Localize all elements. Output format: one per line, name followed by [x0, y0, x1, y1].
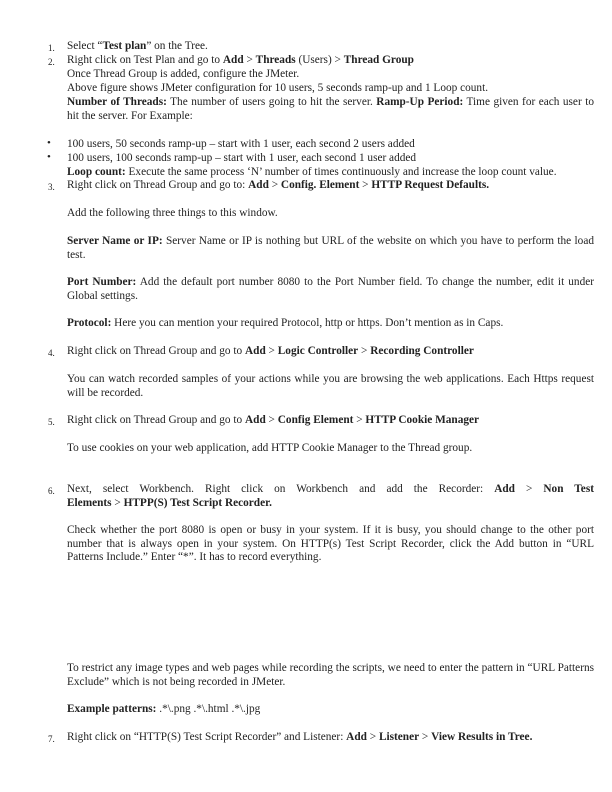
step-6-body: Check whether the port 8080 is open or busy in your system. If it is busy, you should change to the other port number that is always open in your system. On HTTP(s) Test Script Recorder, click the Add button in “URL Patterns Include.” Enter “*”. It has to record everything.: [67, 524, 594, 563]
bullet-item: 100 users, 100 seconds ramp-up – start with 1 user, each second 1 user added: [67, 152, 417, 164]
bullet-item: 100 users, 50 seconds ramp-up – start with 1 user, each second 2 users added: [67, 138, 415, 150]
step-3-intro: Add the following three things to this window.: [67, 207, 278, 219]
step-4-heading: Right click on Thread Group and go to Add > Logic Controller > Recording Controller: [67, 345, 474, 357]
step-2-heading: Right click on Test Plan and go to Add > Threads (Users) > Thread Group: [67, 54, 414, 66]
step-3-heading: Right click on Thread Group and go to: Add > Config. Element > HTTP Request Defaults.: [67, 179, 490, 191]
bullet-icon: •: [47, 151, 51, 163]
step-number: 4.: [48, 348, 55, 358]
step-4-body: You can watch recorded samples of your actions while you are browsing the web applications. Each Https request will be recorded.: [67, 373, 594, 399]
port-number-paragraph: Port Number: Add the default port number 8080 to the Port Number field. To change the number, edit it under Global settings.: [67, 276, 594, 302]
step-6-heading: Next, select Workbench. Right click on Workbench and add the Recorder: Add > Non Test Elements > HTPP(S) Test Script Recorder.: [67, 483, 594, 509]
step-number: 2.: [48, 57, 55, 67]
bullet-icon: •: [47, 137, 51, 149]
step-number: 1.: [48, 43, 55, 53]
step-5-heading: Right click on Thread Group and go to Add > Config Element > HTTP Cookie Manager: [67, 414, 480, 426]
example-patterns: Example patterns: .*\.png .*\.html .*\.jpg: [67, 703, 261, 715]
step-7-text: Right click on “HTTP(S) Test Script Recorder” and Listener: Add > Listener > View Results in Tree.: [67, 731, 533, 743]
step-1-text: Select “Test plan” on the Tree.: [67, 40, 208, 52]
step-number: 3.: [48, 182, 55, 192]
step-number: 7.: [48, 734, 55, 744]
step-2-line: Once Thread Group is added, configure the JMeter.: [67, 68, 300, 80]
protocol-paragraph: Protocol: Here you can mention your required Protocol, http or https. Don’t mention as in Caps.: [67, 317, 504, 329]
restrict-paragraph: To restrict any image types and web pages while recording the scripts, we need to enter the pattern in “URL Patterns Exclude” which is not being recorded in JMeter.: [67, 662, 594, 688]
step-number: 5.: [48, 417, 55, 427]
threads-paragraph: Number of Threads: The number of users going to hit the server. Ramp-Up Period: Time given for each user to hit the server. For Example:: [67, 96, 594, 122]
server-name-paragraph: Server Name or IP: Server Name or IP is nothing but URL of the website on which you have to perform the load test.: [67, 235, 594, 261]
step-number: 6.: [48, 486, 55, 496]
step-2-line: Above figure shows JMeter configuration for 10 users, 5 seconds ramp-up and 1 Loop count.: [67, 82, 489, 94]
step-5-body: To use cookies on your web application, add HTTP Cookie Manager to the Thread group.: [67, 442, 473, 454]
loop-count-paragraph: Loop count: Execute the same process ‘N’ number of times continuously and increase the loop count value.: [67, 166, 557, 178]
